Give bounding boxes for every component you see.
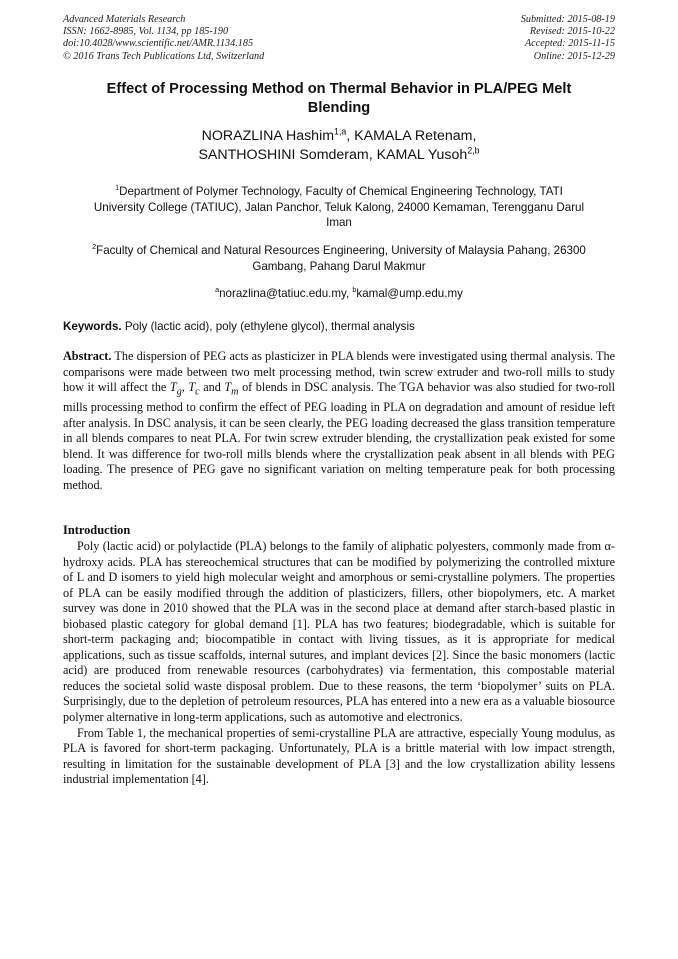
affiliation-1-mark: 1 [115, 183, 120, 193]
abstract-text-3: and [199, 380, 225, 395]
affiliation-2-line-1: Faculty of Chemical and Natural Resources Engineering, University of Malaysia Pahang, 26300 [96, 244, 586, 257]
author-4-affiliation-mark: 2,b [467, 145, 480, 156]
journal-issn: ISSN: 1662-8985, Vol. 1134, pp 185-190 [63, 26, 229, 38]
date-online: Online: 2015-12-29 [533, 50, 615, 62]
symbol-tc: T [188, 380, 196, 395]
author-emails [63, 286, 615, 301]
journal-doi: doi:10.4028/www.scientific.net/AMR.1134.185 [63, 38, 254, 50]
email-a[interactable]: norazlina@tatiuc.edu.my, [219, 287, 353, 300]
introduction-paragraph-2: From Table 1, the mechanical properties of semi-crystalline PLA are attractive, especially Young modulus, as PLA is favored for short-term packaging. Unfortunately, PLA is a brittle material with low impact strength, resulting in limitation for the sustainable development of PLA [3] and the low crystallization ability lessens industrial implementation [4]. [63, 725, 615, 787]
affiliation-1-line-3: Iman [326, 216, 352, 230]
keywords [63, 319, 615, 334]
introduction-body [63, 539, 615, 788]
introduction-paragraph-1: Poly (lactic acid) or polylactide (PLA) belongs to the family of aliphatic polyesters, commonly made from α-hydroxy acids. PLA has stereochemical structures that can be modified by polymerizing the controlled mixture of L and D isomers to yield high molecular weight and amorphous or semi-crystalline polymers. The properties of PLA can be easily modified through the addition of plasticizers, fillers, other biopolymers, etc. A market survey was done in 2010 showed that the PLA was in the second place at demand after starch-based plastic in biobased plastic category for global demand [1]. PLA has two features; biodegradable, which is suitable for short-term packaging and; biocompatible in contact with living tissues, as it is appropriate for medical applications, such as tissue scaffolds, internal sutures, and implant devices [2]. Since the basic monomers (lactic acid) are produced from renewable resources (carbohydrates) via fermentation, this compostable material reduces the societal solid waste disposal problem. Due to these reasons, the term ‘biopolymer’ suits on PLA. Surprisingly, due to the depletion of petroleum resources, PLA has entered into a new era as a valuable biosource polymer alternative in long-term applications, such as automotive and electronics. [63, 539, 615, 725]
date-submitted: Submitted: 2015-08-19 [520, 14, 615, 25]
authors-3-4: SANTHOSHINI Somderam, KAMAL Yusoh [198, 147, 468, 163]
affiliation-2-line-2: Gambang, Pahang Darul Makmur [252, 259, 426, 273]
symbol-tg-sub: g [176, 386, 182, 398]
symbol-tc-sub: c [195, 386, 200, 398]
email-b[interactable]: kamal@ump.edu.my [356, 287, 463, 300]
symbol-tm: T [224, 380, 232, 395]
title-line-1: Effect of Processing Method on Thermal Behavior in PLA/PEG Melt [106, 81, 572, 97]
author-1-affiliation-mark: 1,a [334, 126, 347, 137]
date-accepted: Accepted: 2015-11-15 [524, 38, 615, 50]
section-heading-introduction: Introduction [63, 523, 131, 537]
keywords-label: Keywords. [63, 320, 122, 333]
paper-title [63, 80, 615, 118]
journal-header-left [63, 14, 264, 63]
keywords-text: Poly (lactic acid), poly (ethylene glycol), thermal analysis [121, 320, 415, 333]
email-b-mark: b [352, 285, 357, 295]
journal-name: Advanced Materials Research [63, 14, 186, 25]
affiliation-1-line-2: University College (TATIUC), Jalan Panchor, Teluk Kalong, 24000 Kemaman, Terengganu Darul [93, 200, 585, 214]
journal-header-right [521, 14, 615, 63]
abstract-label: Abstract. [63, 349, 112, 363]
abstract-text-4: of blends in DSC analysis. The TGA behavior was also studied for two-roll mills processing method to confirm the effect of PEG loading in PLA on degradation and amount of residue left after analysis. In DSC analysis, it can be seen clearly, the PEG loading decreased the glass transition temperature in all blends compares to neat PLA. For twin screw extruder blending, the crystallization peak existed for some blend. It was difference for two-roll mills blends where the crystallization peak absent in all blends with PEG loading. The presence of PEG gave no significant variation on melting temperature peak for both processing method. [63, 380, 615, 492]
symbol-tm-sub: m [231, 386, 239, 398]
affiliation-1 [63, 184, 615, 231]
symbol-tg: T [169, 380, 177, 395]
journal-copyright: © 2016 Trans Tech Publications Ltd, Switzerland [63, 50, 265, 62]
author-list [63, 127, 615, 165]
abstract-text-1: The dispersion of PEG acts as plasticizer in PLA blends were investigated using thermal analysis. The comparisons were made between two melt processing method, twin screw extruder and two-roll mills to study how it will affect the [63, 349, 615, 395]
abstract [63, 349, 615, 493]
author-1: NORAZLINA Hashim [201, 128, 335, 144]
author-2: , KAMALA Retenam, [346, 128, 477, 144]
date-revised: Revised: 2015-10-22 [529, 26, 615, 38]
affiliation-2 [63, 243, 615, 274]
affiliation-2-mark: 2 [92, 242, 97, 252]
title-line-2: Blending [307, 100, 371, 116]
abstract-text-2: , [181, 380, 189, 395]
email-a-mark: a [215, 285, 220, 295]
affiliation-1-line-1: Department of Polymer Technology, Faculty of Chemical Engineering Technology, TATI [119, 185, 563, 198]
